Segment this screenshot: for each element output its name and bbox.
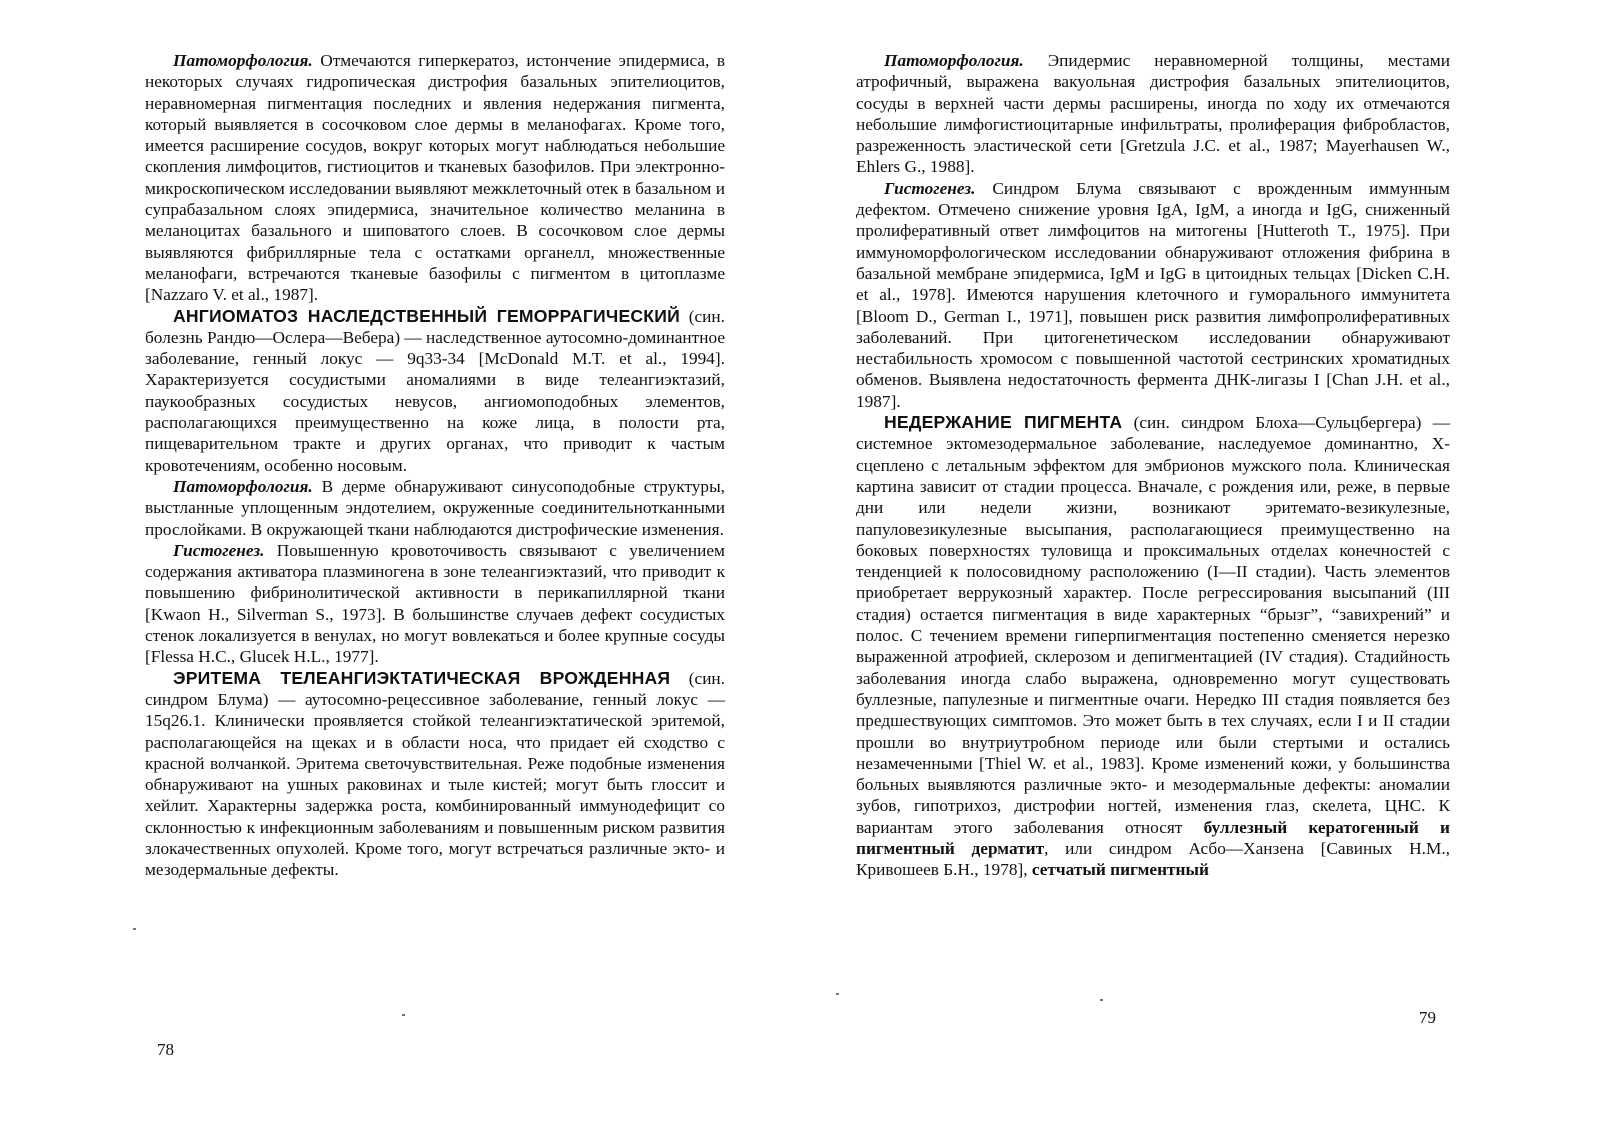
paragraph bbox=[856, 178, 1450, 412]
paragraph-text: Эпидермис неравномерной толщины, местами атрофичный, выражена вакуольная дистрофия базальных эпителиоцитов, сосуды в верхней части дермы расширены, иногда по ходу их отмечаются небольшие лимфогистиоцитарные инфильтраты, пролиферация фибробластов, разреженность эластической сети [Gretzula J.C. et al., 1987; Mayerhausen W., Ehlers G., 1988]. bbox=[856, 51, 1450, 177]
subheading: Патоморфология. bbox=[173, 476, 313, 496]
subheading: Гистогенез. bbox=[173, 540, 265, 560]
paragraph-text: , или синдром Асбо—Ханзена [Савиных Н.М., Кривошеев Б.Н., 1978], bbox=[856, 838, 1450, 880]
bold-term: буллезный кератогенный и пигментный дерматит bbox=[856, 817, 1450, 858]
page-number: 79 bbox=[1419, 1008, 1436, 1027]
scan-speck bbox=[1100, 999, 1103, 1001]
paragraph bbox=[856, 50, 1450, 178]
right-text-column bbox=[856, 50, 1450, 881]
bold-term: сетчатый пигментный bbox=[1031, 860, 1209, 880]
paragraph-text: (син. болезнь Рандю—Ослера—Вебера) — наследственное аутосомно-доминантное заболевание, генный локус — 9q33-34 [McDonald M.T. et al., 1994]. Характеризуется сосудистыми аномалиями в виде телеангиэктазий, паукообразных сосудистых невусов, ангиомоподобных элементов, располагающихся преимущественно на коже лица, в полости рта, пищеварительном тракте и других органах, что приводит к частым кровотечениям, особенно носовым. bbox=[145, 306, 725, 475]
paragraph-text: В дерме обнаруживают синусоподобные структуры, выстланные уплощенным эндотелием, окруженные соединительнотканными прослойками. В окружающей ткани наблюдаются дистрофические изменения. bbox=[145, 476, 725, 539]
paragraph bbox=[145, 668, 725, 881]
page-number: 78 bbox=[157, 1040, 174, 1059]
paragraph-text: (син. синдром Блума) — аутосомно-рецессивное заболевание, генный локус — 15q26.1. Клинически проявляется стойкой телеангиэктатической эритемой, располагающейся на щеках и в области носа, что придает ей сходство с красной волчанкой. Эритема светочувствительная. Реже подобные изменения обнаруживают на ушных раковинах и тыле кистей; могут быть глоссит и хейлит. Характерны задержка роста, комбинированный иммунодефицит со склонностью к инфекционным заболеваниям и повышенным риском развития злокачественных опухолей. Кроме того, могут встречаться различные экто- и мезодермальные дефекты. bbox=[145, 668, 726, 880]
subheading: Патоморфология. bbox=[173, 51, 313, 70]
section-heading: АНГИОМАТОЗ НАСЛЕДСТВЕННЫЙ ГЕМОРРАГИЧЕСКИЙ bbox=[173, 305, 680, 326]
left-text-column bbox=[145, 50, 725, 881]
paragraph bbox=[145, 306, 725, 476]
paragraph bbox=[145, 540, 725, 668]
paragraph-text: Отмечаются гиперкератоз, истончение эпидермиса, в некоторых случаях гидропическая дистрофия базальных эпителиоцитов, неравномерная пигментация последних и явления недержания пигмента, который выявляется в сосочковом слое дермы в меланофагах. Кроме того, имеется расширение сосудов, вокруг которых могут наблюдаться небольшие скопления лимфоцитов, гистиоцитов и тканевых базофилов. При электронно-микроскопическом исследовании выявляют межклеточный отек в базальном и супрабазальном слоях эпидермиса, значительное количество меланина в меланоцитах базального и шиповатого слоев. В сосочковом слое дермы выявляются фибриллярные тела с остатками органелл, множественные меланофаги, встречаются тканевые базофилы с пигментом в цитоплазме [Nazzaro V. et al., 1987]. bbox=[145, 51, 725, 305]
paragraph-text: Синдром Блума связывают с врожденным иммунным дефектом. Отмечено снижение уровня IgA, IgM, а иногда и IgG, сниженный пролиферативный ответ лимфоцитов на митогены [Hutteroth T., 1975]. При иммуноморфологическом исследовании обнаруживают отложения фибрина в базальной мембране эпидермиса, IgM и IgG в цитоидных тельцах [Dicken C.H. et al., 1978]. Имеются нарушения клеточного и гуморального иммунитета [Bloom D., German I., 1971], повышен риск развития лимфопролиферативных заболеваний. При цитогенетическом исследовании обнаруживают нестабильность хромосом с повышенной частотой сестринских хроматидных обменов. Выявлена недостаточность фермента ДНК-лигазы I [Chan J.H. et al., 1987]. bbox=[856, 178, 1450, 411]
subheading: Гистогенез. bbox=[884, 178, 976, 198]
scan-speck bbox=[402, 1014, 405, 1016]
section-heading: НЕДЕРЖАНИЕ ПИГМЕНТА bbox=[884, 412, 1123, 433]
paragraph-text: Повышенную кровоточивость связывают с увеличением содержания активатора плазминогена в зоне телеангиэктазий, что приводит к повышению фибринолитической активности в перикапиллярной ткани [Kwaon H., Silverman S., 1973]. В большинстве случаев дефект сосудистых стенок локализуется в венулах, но могут вовлекаться и более крупные сосуды [Flessa H.C., Glucek H.L., 1977]. bbox=[145, 540, 725, 667]
section-heading: ЭРИТЕМА ТЕЛЕАНГИЭКТАТИЧЕСКАЯ ВРОЖДЕННАЯ bbox=[173, 667, 671, 688]
scan-speck bbox=[836, 993, 839, 995]
right-page bbox=[800, 0, 1600, 1132]
paragraph-text: (син. синдром Блоха—Сульцбергера) — системное эктомезодермальное заболевание, наследуемое доминантно, Х-сцеплено с летальным эффектом для эмбрионов мужского пола. Клиническая картина зависит от стадии процесса. Вначале, с рождения или, реже, в первые дни или недели жизни, возникают эритемато-везикулезные, папуловезикулезные высыпания, располагающиеся преимущественно на боковых поверхностях туловища и проксимальных отделах конечностей с тенденцией к полосовидному расположению (I—II стадии). Часть элементов приобретает веррукозный характер. После регрессирования высыпаний (III стадия) остается пигментация в виде характерных “брызг”, “завихрений” и полос. С течением времени гиперпигментация постепенно сменяется нерезко выраженной атрофией, склерозом и депигментацией (IV стадия). Стадийность заболевания иногда слабо выражена, одновременно могут существовать буллезные, папулезные и пигментные очаги. Нередко III стадия появляется без предшествующих симптомов. Это может быть в тех случаях, если I и II стадии прошли во внутриутробном периоде или были стертыми и остались незамеченными [Thiel W. et al., 1983]. Кроме изменений кожи, у большинства больных выявляются различные экто- и мезодермальные дефекты: аномалии зубов, гипотрихоз, дистрофии ногтей, изменения глаз, скелета, ЦНС. К вариантам этого заболевания относят bbox=[856, 413, 1450, 837]
subheading: Патоморфология. bbox=[884, 51, 1024, 70]
paragraph bbox=[145, 476, 725, 540]
paragraph bbox=[145, 50, 725, 306]
scan-speck bbox=[133, 928, 136, 930]
paragraph bbox=[856, 412, 1450, 881]
